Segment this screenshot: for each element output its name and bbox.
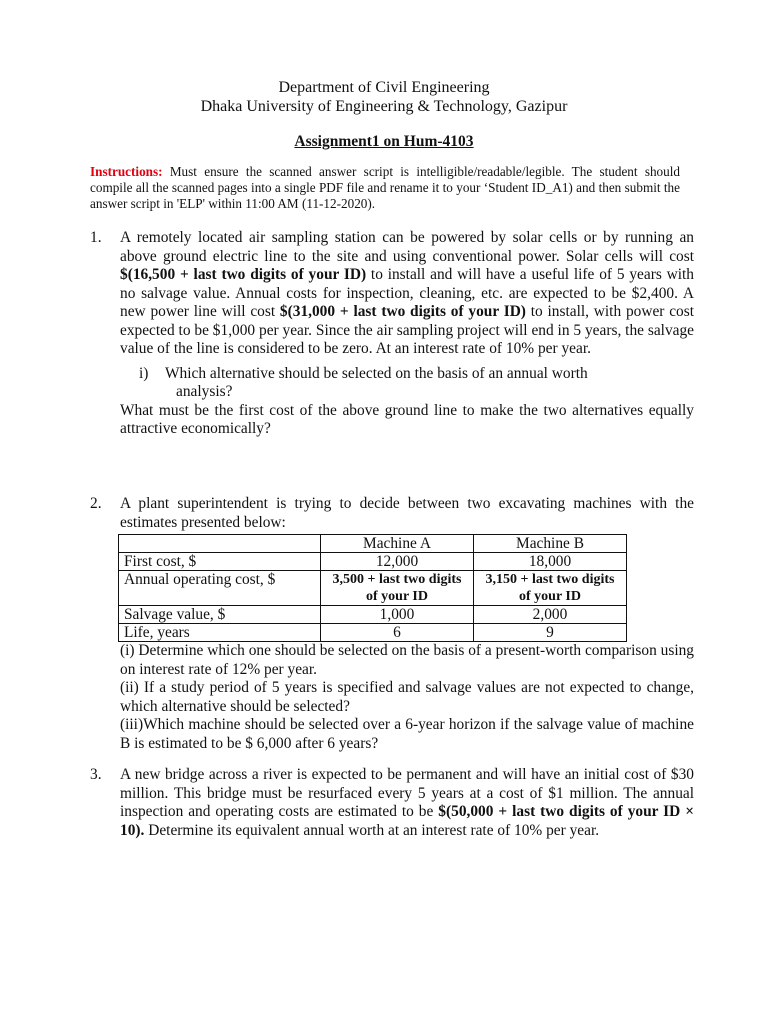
table-cell: 1,000 [321,606,474,624]
sub-question-continuation: analysis? [176,383,233,400]
table-cell: 9 [474,624,627,642]
instructions [90,164,680,212]
question-text: A remotely located air sampling station can be powered by solar cells or by running an above ground electric line to the site and using conventional power. Solar cells will cost [120,229,694,265]
question-text: Determine its equivalent annual worth at an interest rate of 10% per year. [144,821,600,839]
question-text: to install and will have a useful life of 5 years with no salvage value. Annual costs for inspection, cleaning, etc. are expected to be $2,400. A new power line will cost [120,266,694,320]
question-3-text [120,766,694,840]
table-header-row [119,535,627,553]
question-1-text [120,229,694,359]
bold-cost: $(50,000 + last two digits of your ID × 10). [120,803,694,839]
instructions-label: Instructions: [90,164,163,179]
question-1 [90,229,694,439]
table-cell: 3,500 + last two digits of your ID [321,571,474,606]
table-cell: Salvage value, $ [119,606,321,624]
question-number: 1. [90,229,102,246]
table-cell: Annual operating cost, $ [119,571,321,606]
table-cell: 3,150 + last two digits of your ID [474,571,627,606]
bold-cost: $(16,500 + last two digits of your ID) [120,266,367,283]
table-cell: First cost, $ [119,553,321,571]
bold-cost: $(31,000 + last two digits of your ID) [279,303,526,320]
question-text: to install, with power cost expected to be $1,000 per year. Since the air sampling project will end in 5 years, the salvage value of the line is considered to be zero. At an interest rate of 10% per year. [120,303,694,357]
question-2 [90,495,694,753]
document-header [0,78,768,116]
table-cell: 18,000 [474,553,627,571]
question-2-intro: A plant superintendent is trying to decide between two excavating machines with the estimates presented below: [120,495,694,531]
table-header-cell: Machine A [321,535,474,553]
question-text: A new bridge across a river is expected to be permanent and will have an initial cost of $30 million. This bridge must be resurfaced every 5 years at a cost of $1 million. The annual inspection and operating costs are estimated to be [120,766,694,820]
table-row [119,553,627,571]
sub-question-marker: i) [139,364,149,382]
table-cell: 6 [321,624,474,642]
assignment-title: Assignment1 on Hum-4103 [294,133,474,150]
table-cell: 12,000 [321,553,474,571]
question-1-followup: What must be the first cost of the above ground line to make the two alternatives equally attractive economically? [120,401,694,437]
table-row [119,624,627,642]
table-header-cell [119,535,321,553]
department-name: Department of Civil Engineering [278,79,490,96]
part-ii: (ii) If a study period of 5 years is specified and salvage values are not expected to change, which alternative should be selected? [120,679,694,715]
table-row [119,606,627,624]
table-cell: Life, years [119,624,321,642]
sub-question-i [120,365,694,402]
table-cell: 2,000 [474,606,627,624]
sub-question-text: Which alternative should be selected on the basis of an annual worth [165,364,588,382]
question-number: 2. [90,495,102,512]
instructions-text: Must ensure the scanned answer script is intelligible/readable/legible. The student should compile all the scanned pages into a single PDF file and rename it to your ‘Student ID_A1) and then submit the answer script in 'ELP' within 11:00 AM (11-12-2020). [90,164,680,211]
question-3 [90,766,694,840]
table-header-cell: Machine B [474,535,627,553]
question-number: 3. [90,766,102,783]
part-iii: (iii)Which machine should be selected over a 6-year horizon if the salvage value of machine B is estimated to be $ 6,000 after 6 years? [120,716,694,752]
question-2-parts [120,642,694,753]
part-i: (i) Determine which one should be selected on the basis of a present-worth comparison using on interest rate of 12% per year. [120,642,694,678]
table-row [119,571,627,606]
university-name: Dhaka University of Engineering & Technology, Gazipur [200,98,568,115]
machine-estimates-table [118,534,627,642]
